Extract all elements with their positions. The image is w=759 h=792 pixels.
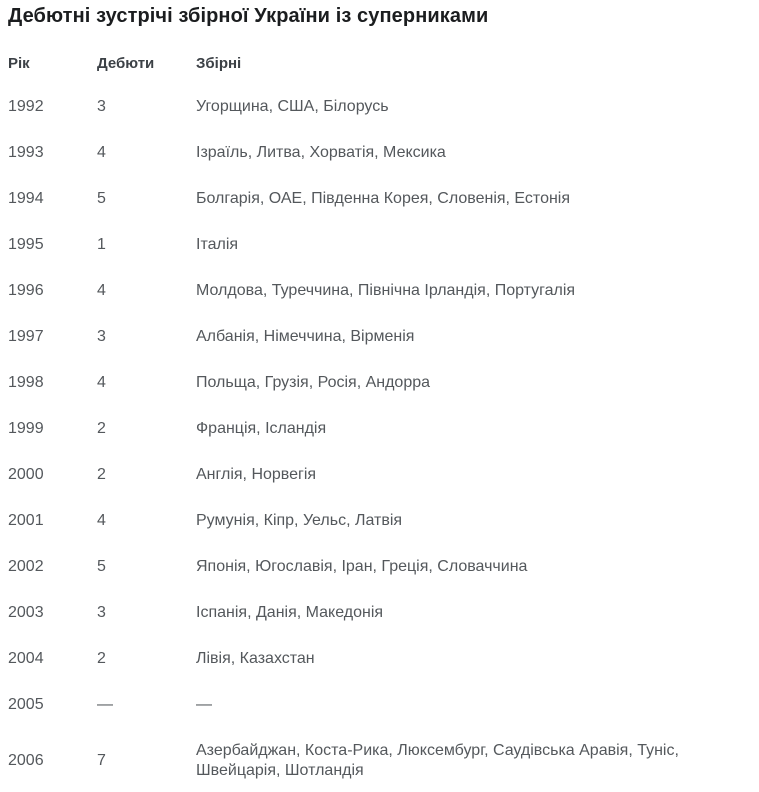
table-row: [8, 268, 751, 314]
teams-cell: Польща, Грузія, Росія, Андорра: [196, 374, 431, 391]
debuts-cell: 4: [97, 282, 106, 299]
table-row: [8, 84, 751, 130]
debuts-cell: 2: [97, 650, 106, 667]
table-row: [8, 130, 751, 176]
column-header-year: Рік: [8, 55, 30, 72]
year-cell: 1996: [8, 282, 44, 299]
table-row: [8, 636, 751, 682]
year-cell: 1993: [8, 144, 44, 161]
year-cell: 1999: [8, 420, 44, 437]
table-row: [8, 360, 751, 406]
teams-cell: Угорщина, США, Білорусь: [196, 98, 389, 115]
column-header-debuts: Дебюти: [97, 55, 155, 72]
column-header-teams: Збірні: [196, 55, 242, 72]
teams-cell: Італія: [196, 236, 239, 253]
teams-cell: Молдова, Туреччина, Північна Ірландія, Португалія: [196, 282, 576, 299]
year-cell: 1994: [8, 190, 44, 207]
table-row: [8, 728, 751, 792]
teams-cell: Болгарія, ОАЕ, Південна Корея, Словенія, Естонія: [196, 190, 571, 207]
table-row: [8, 498, 751, 544]
debuts-cell: 2: [97, 466, 106, 483]
debuts-cell: 3: [97, 604, 106, 621]
debuts-cell: 5: [97, 190, 106, 207]
year-cell: 2002: [8, 558, 44, 575]
table-row: [8, 682, 751, 728]
teams-cell: Лівія, Казахстан: [196, 650, 315, 667]
table-header-row: [8, 54, 751, 84]
year-cell: 1992: [8, 98, 44, 115]
table-row: [8, 544, 751, 590]
table-row: [8, 222, 751, 268]
year-cell: 2004: [8, 650, 44, 667]
debuts-cell: 3: [97, 98, 106, 115]
table-row: [8, 406, 751, 452]
debuts-cell: 2: [97, 420, 106, 437]
year-cell: 2005: [8, 696, 44, 713]
table-row: [8, 452, 751, 498]
debut-table: [8, 54, 751, 792]
debuts-cell: 4: [97, 374, 106, 391]
teams-cell: Іспанія, Данія, Македонія: [196, 604, 384, 621]
debuts-cell: 3: [97, 328, 106, 345]
teams-cell: Румунія, Кіпр, Уельс, Латвія: [196, 512, 403, 529]
teams-cell: Азербайджан, Коста-Рика, Люксембург, Саудівська Аравія, Туніс, Швейцарія, Шотландія: [196, 742, 679, 779]
teams-cell: Франція, Ісландія: [196, 420, 327, 437]
year-cell: 2000: [8, 466, 44, 483]
year-cell: 1997: [8, 328, 44, 345]
debuts-cell: —: [97, 696, 113, 713]
year-cell: 2003: [8, 604, 44, 621]
teams-cell: Ізраїль, Литва, Хорватія, Мексика: [196, 144, 446, 161]
teams-cell: Англія, Норвегія: [196, 466, 317, 483]
debuts-cell: 7: [97, 752, 106, 769]
table-row: [8, 314, 751, 360]
teams-cell: Японія, Югославія, Іран, Греція, Словаччина: [196, 558, 528, 575]
teams-cell: —: [196, 696, 212, 713]
year-cell: 2006: [8, 752, 44, 769]
table-row: [8, 176, 751, 222]
debuts-cell: 5: [97, 558, 106, 575]
teams-cell: Албанія, Німеччина, Вірменія: [196, 328, 415, 345]
debuts-cell: 4: [97, 144, 106, 161]
debuts-cell: 4: [97, 512, 106, 529]
page-title: Дебютні зустрічі збірної України із суперниками: [8, 5, 489, 27]
debuts-cell: 1: [97, 236, 106, 253]
year-cell: 1998: [8, 374, 44, 391]
year-cell: 2001: [8, 512, 44, 529]
year-cell: 1995: [8, 236, 44, 253]
table-body: [8, 84, 751, 792]
table-row: [8, 590, 751, 636]
